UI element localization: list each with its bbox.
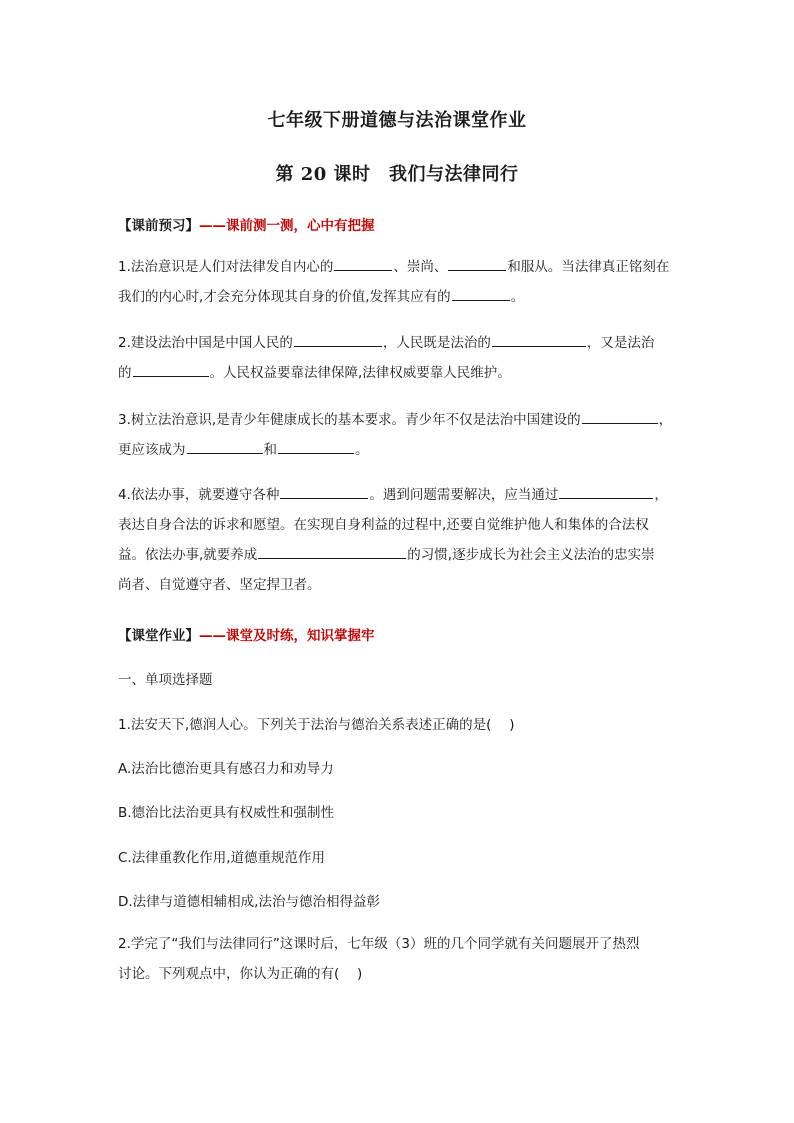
option-b[interactable]: B.德治比法治更具有权威性和强制性 [118,805,335,821]
classwork-heading [118,624,375,644]
preview-question-3: 3.树立法治意识,是青少年健康成长的基本要求。青少年不仅是法治中国建设的 ， 更应该成为 和 。 [118,405,678,465]
answer-blank[interactable] [582,409,658,424]
answer-blank[interactable] [258,544,406,559]
answer-blank[interactable] [452,286,510,301]
answer-blank[interactable] [278,439,354,454]
preview-question-2: 2.建设法治中国是中国人民的 ，人民既是法治的 ，又是法治 的 。人民权益要靠法律保障,法律权威要靠人民维护。 [118,328,678,388]
classwork-label: 【课堂作业】 [118,628,199,644]
section-heading: 一、单项选择题 [118,672,213,688]
option-a[interactable]: A.法治比德治更具有感召力和劝导力 [118,761,334,777]
preview-label: 【课前预习】 [118,218,199,234]
answer-blank[interactable] [448,256,506,271]
lesson-title: 第 20 课时 我们与法律同行 [275,164,519,185]
answer-blank[interactable] [492,332,586,347]
answer-blank[interactable] [280,484,368,499]
option-c[interactable]: C.法律重教化作用,道德重规范作用 [118,850,326,866]
preview-question-1: 1.法治意识是人们对法律发自内心的 、崇尚、 和服从。当法律真正铭刻在 我们的内心时,才会充分体现其自身的价值,发挥其应有的 。 [118,252,678,312]
question-1-stem: 1.法安天下,德润人心。下列关于法治与德治关系表述正确的是( ) [118,717,515,733]
answer-blank[interactable] [187,439,263,454]
answer-blank[interactable] [334,256,392,271]
preview-question-4: 4.依法办事，就要遵守各种 。遇到问题需要解决，应当通过 ， 表达自身合法的诉求和愿望。在实现自身利益的过程中,还要自觉维护他人和集体的合法权 益。依法办事,就要养成 的习惯,逐步成长为社会主义法治的忠实崇 尚者、自觉遵守者、坚定捍卫者。 [118,480,678,600]
question-2: 2.学完了“我们与法律同行”这课时后，七年级（3）班的几个同学就有关问题展开了热烈 讨论。下列观点中，你认为正确的有( ) [118,936,640,982]
preview-heading [118,214,375,234]
classwork-subtitle: ——课堂及时练，知识掌握牢 [199,628,375,644]
answer-blank[interactable] [559,484,653,499]
document-title: 七年级下册道德与法治课堂作业 [267,110,527,131]
answer-blank[interactable] [133,362,209,377]
answer-blank[interactable] [294,332,382,347]
preview-subtitle: ——课前测一测，心中有把握 [199,218,375,234]
option-d[interactable]: D.法律与道德相辅相成,法治与德治相得益彰 [118,894,380,910]
